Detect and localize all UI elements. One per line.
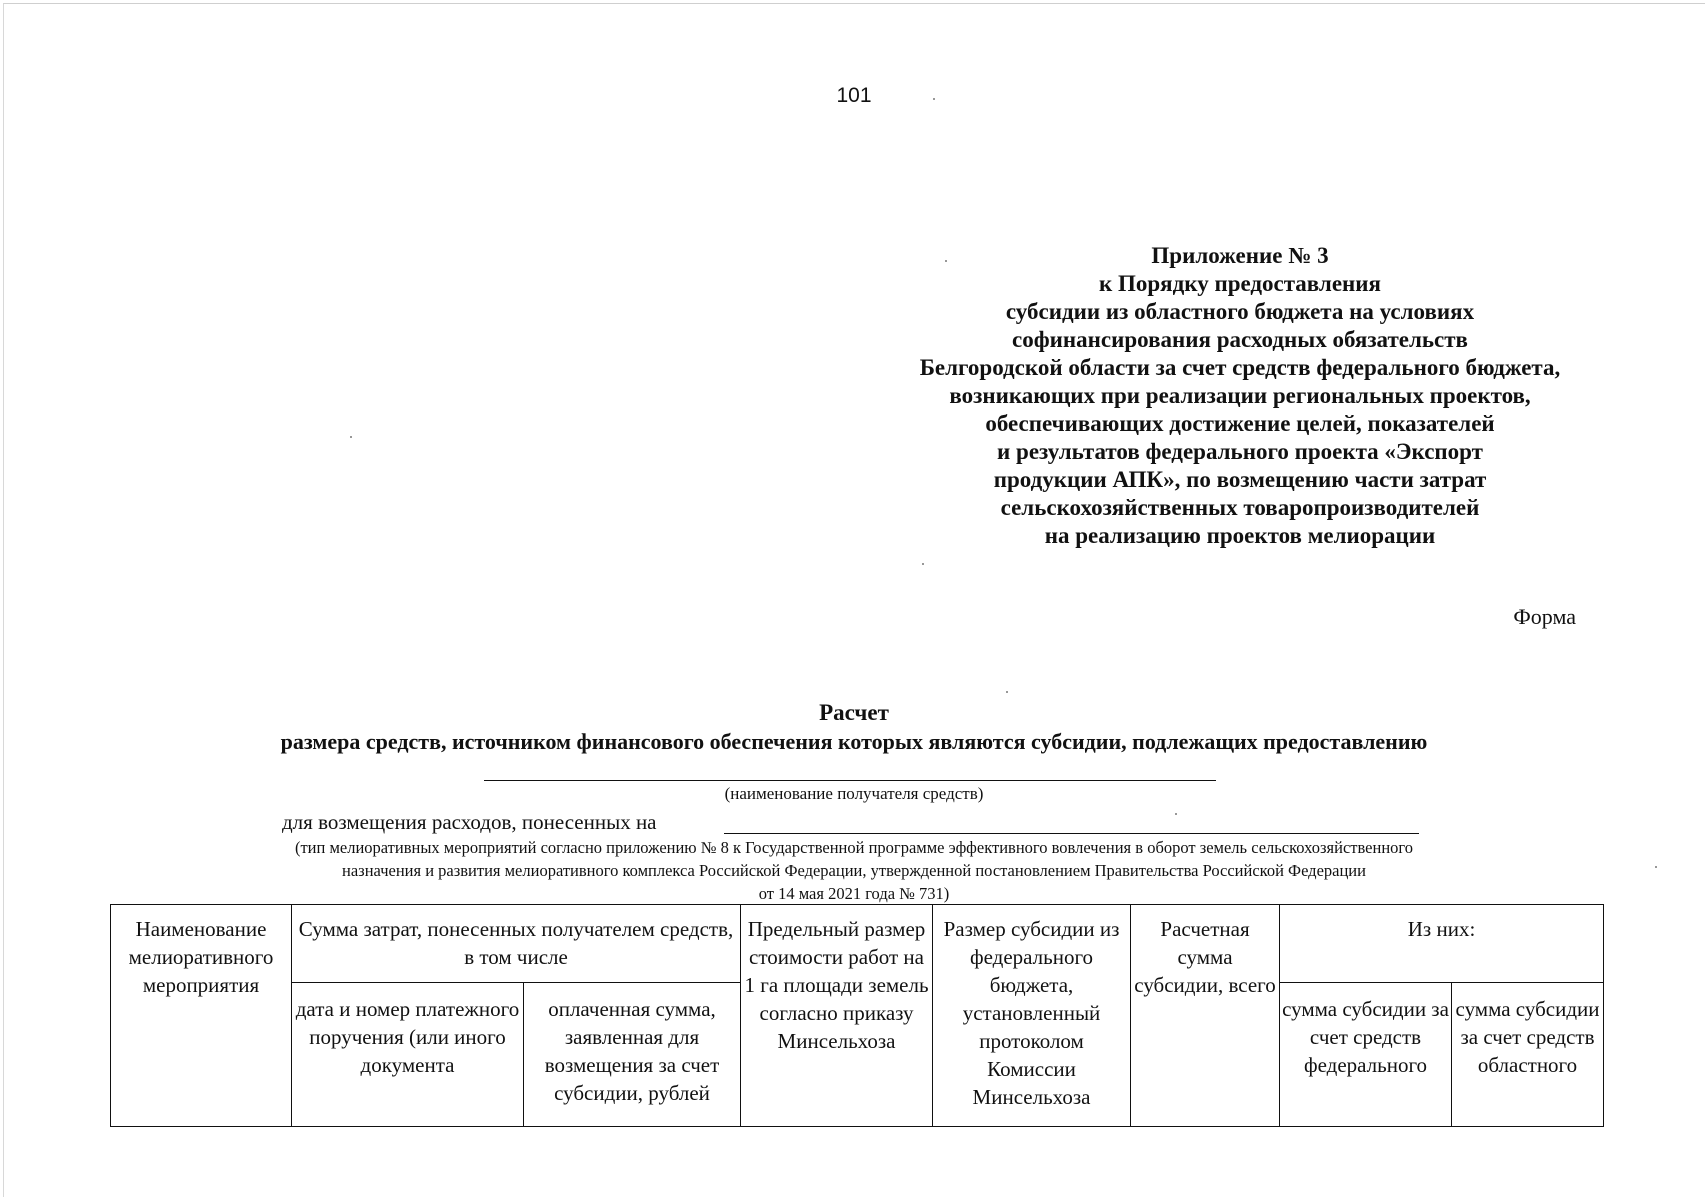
page-number: 101 [836, 84, 872, 107]
expense-label: для возмещения расходов, понесенных на [282, 810, 657, 834]
calculation-table [110, 904, 1604, 1127]
appendix-line: к Порядку предоставления [1099, 271, 1381, 296]
calculation-title: Расчет [819, 700, 889, 725]
program-note-line: (тип мелиоративных мероприятий согласно приложению № 8 к Государственной программе эффективного вовлечения в оборот земель сельскохозяйственного [294, 838, 1414, 857]
scan-speck [1175, 813, 1177, 815]
program-note-line: от 14 мая 2021 года № 731) [758, 884, 950, 903]
header-paid-amount: оплаченная сумма, заявленная для возмещения за счет субсидии, рублей [524, 983, 741, 1127]
appendix-line: на реализацию проектов мелиорации [1044, 523, 1436, 548]
program-note [0, 836, 1708, 905]
header-regional-share: сумма субсидии за счет средств областного [1452, 983, 1604, 1127]
header-cost-limit: Предельный размер стоимости работ на 1 га площади земель согласно приказу Минсельхоза [741, 905, 933, 1127]
appendix-line: Приложение № 3 [1151, 243, 1329, 268]
calculation-subtitle: размера средств, источником финансового обеспечения которых являются субсидии, подлежащих предоставлению [280, 729, 1428, 754]
scan-speck [1655, 866, 1657, 868]
appendix-line: возникающих при реализации региональных проектов, [949, 383, 1531, 408]
program-note-line: назначения и развития мелиоративного комплекса Российской Федерации, утвержденной постановлением Правительства Российской Федерации [342, 861, 1366, 880]
appendix-line: субсидии из областного бюджета на условиях [1005, 299, 1475, 324]
scan-speck [933, 98, 935, 100]
scan-speck [350, 436, 352, 438]
appendix-line: и результатов федерального проекта «Экспорт [997, 439, 1483, 464]
recipient-caption: (наименование получателя средств) [724, 784, 984, 803]
form-label: Форма [1513, 604, 1576, 629]
header-federal-rate: Размер субсидии из федерального бюджета, установленный протоколом Комиссии Минсельхоза [933, 905, 1131, 1127]
header-payment-document: дата и номер платежного поручения (или иного документа [292, 983, 524, 1127]
header-costs: Сумма затрат, понесенных получателем средств, в том числе [292, 905, 741, 983]
appendix-line: софинансирования расходных обязательств [1012, 327, 1468, 352]
appendix-line: обеспечивающих достижение целей, показателей [985, 411, 1495, 436]
appendix-line: сельскохозяйственных товаропроизводителей [1000, 495, 1480, 520]
appendix-line: Белгородской области за счет средств федерального бюджета, [919, 355, 1561, 380]
header-federal-share: сумма субсидии за счет средств федерального [1280, 983, 1452, 1127]
scan-speck [1006, 691, 1008, 693]
header-total-subsidy: Расчетная сумма субсидии, всего [1131, 905, 1280, 1127]
expense-type-field[interactable] [724, 833, 1419, 834]
header-of-which: Из них: [1280, 905, 1604, 983]
scan-speck [922, 563, 924, 565]
scan-speck [945, 260, 947, 262]
recipient-name-field[interactable] [484, 780, 1216, 781]
appendix-header [860, 242, 1620, 550]
header-event-name: Наименование мелиоративного мероприятия [111, 905, 292, 1127]
appendix-line: продукции АПК», по возмещению части затрат [993, 467, 1487, 492]
